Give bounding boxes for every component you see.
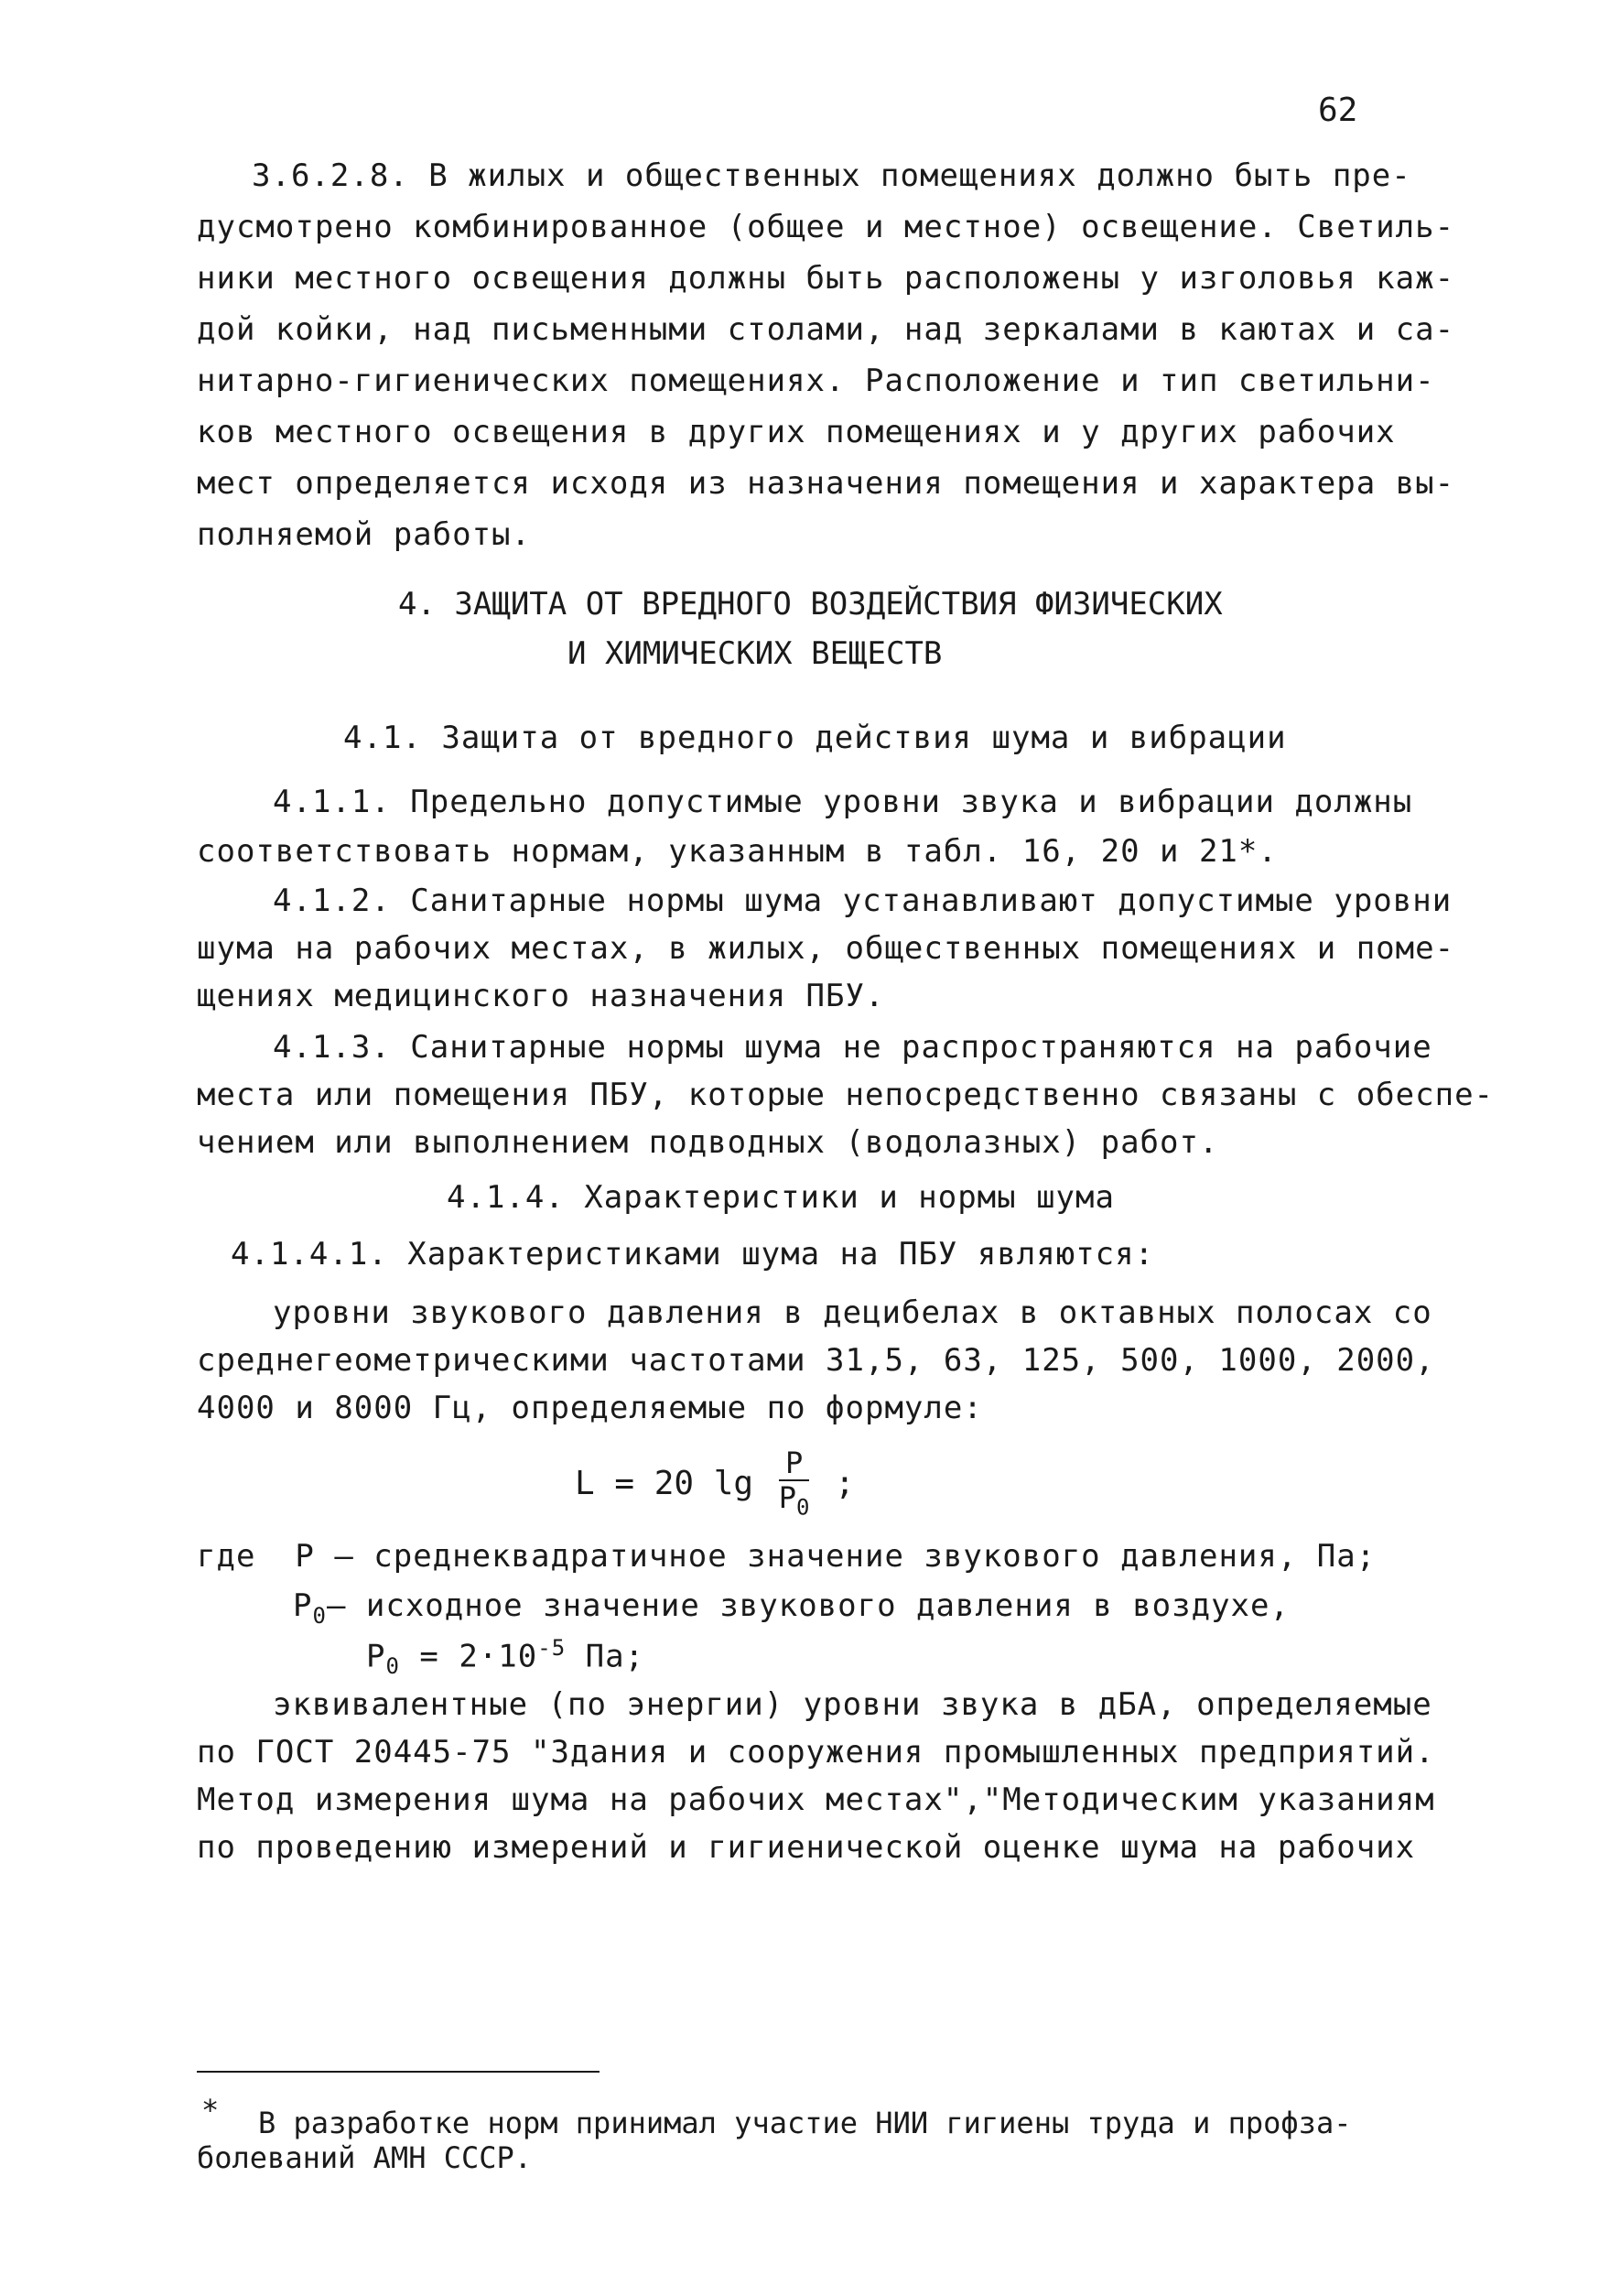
text-line: места или помещения ПБУ, которые непосредственно связаны с обеспе- (197, 1077, 1495, 1113)
text-line: нитарно-гигиенических помещениях. Расположение и тип светильни- (197, 363, 1435, 399)
chapter-heading: И ХИМИЧЕСКИХ ВЕЩЕСТВ (567, 635, 943, 672)
text-line: чением или выполнением подводных (водолазных) работ. (197, 1124, 1219, 1161)
subsection-heading: 4.1. Защита от вредного действия шума и вибрации (343, 720, 1287, 756)
text-line: 3.6.2.8. В жилых и общественных помещениях должно быть пре- (252, 157, 1411, 194)
text-line: 4.1.1. Предельно допустимые уровни звука и вибрации должны (273, 784, 1413, 820)
footnote-line: болеваний АМН СССР. (197, 2140, 533, 2175)
where-line (197, 1538, 1376, 1575)
formula-end: ; (835, 1465, 855, 1503)
where-intro: где (197, 1538, 256, 1575)
text-line: щениях медицинского назначения ПБУ. (197, 978, 885, 1014)
text-line: 4.1.3. Санитарные нормы шума не распространяются на рабочие (273, 1029, 1432, 1066)
text-line: уровни звукового давления в децибелах в октавных полосах со (273, 1294, 1432, 1331)
text-line: 4.1.2. Санитарные нормы шума устанавливают допустимые уровни (273, 883, 1453, 919)
footnote-marker: * (201, 2093, 220, 2128)
chapter-heading: 4. ЗАЩИТА ОТ ВРЕДНОГО ВОЗДЕЙСТВИЯ ФИЗИЧЕСКИХ (398, 586, 1223, 623)
text-line: дой койки, над письменными столами, над зеркалами в каютах и са- (197, 311, 1455, 348)
p0-definition: – исходное значение звукового давления в воздухе, (326, 1587, 1290, 1624)
formula-numerator: P (779, 1446, 810, 1481)
text-line: мест определяется исходя из назначения помещения и характера вы- (197, 465, 1455, 502)
p-definition: P – среднеквадратичное значение звукового давления, Па; (295, 1538, 1377, 1575)
text-line: дусмотрено комбинированное (общее и местное) освещение. Светиль- (197, 209, 1455, 245)
formula-denominator: $P_0$ (778, 1480, 810, 1521)
text-line: соответствовать нормам, указанным в табл. 16, 20 и 21*. (197, 833, 1278, 870)
page-number: 62 (1318, 92, 1358, 129)
text-line: ков местного освещения в других помещениях и у других рабочих (197, 414, 1396, 450)
footnote-line: В разработке норм принимал участие НИИ гигиены труда и профза- (258, 2106, 1352, 2140)
text-line: среднегеометрическими частотами 31,5, 63, 125, 500, 1000, 2000, (197, 1342, 1435, 1379)
text-line: по ГОСТ 20445-75 "Здания и сооружения промышленных предприятий. (197, 1734, 1435, 1771)
text-line: 4.1.4.1. Характеристиками шума на ПБУ являются: (231, 1236, 1155, 1273)
footnote-divider (197, 2071, 600, 2073)
text-line: ники местного освещения должны быть расположены у изголовья каж- (197, 260, 1455, 297)
p0-definition-line: $P_0-$ исходное значение звукового давления в воздухе, (293, 1587, 1290, 1629)
subsection-heading: 4.1.4. Характеристики и нормы шума (447, 1179, 1115, 1216)
formula-lhs: L = 20 lg (575, 1465, 754, 1503)
formula-fraction (779, 1446, 810, 1523)
text-line: шума на рабочих местах, в жилых, общественных помещениях и поме- (197, 930, 1455, 967)
text-line: полняемой работы. (197, 516, 531, 553)
p0-value-line: $P_0 = 2\cdot 10^{-5}$ Па; (366, 1635, 645, 1680)
text-line: Метод измерения шума на рабочих местах","Методическим указаниям (197, 1782, 1435, 1818)
text-line: по проведению измерений и гигиенической оценке шума на рабочих (197, 1829, 1416, 1866)
sound-pressure-formula (575, 1446, 855, 1523)
text-line: 4000 и 8000 Гц, определяемые по формуле: (197, 1390, 983, 1426)
text-line: эквивалентные (по энергии) уровни звука в дБА, определяемые (273, 1686, 1432, 1723)
